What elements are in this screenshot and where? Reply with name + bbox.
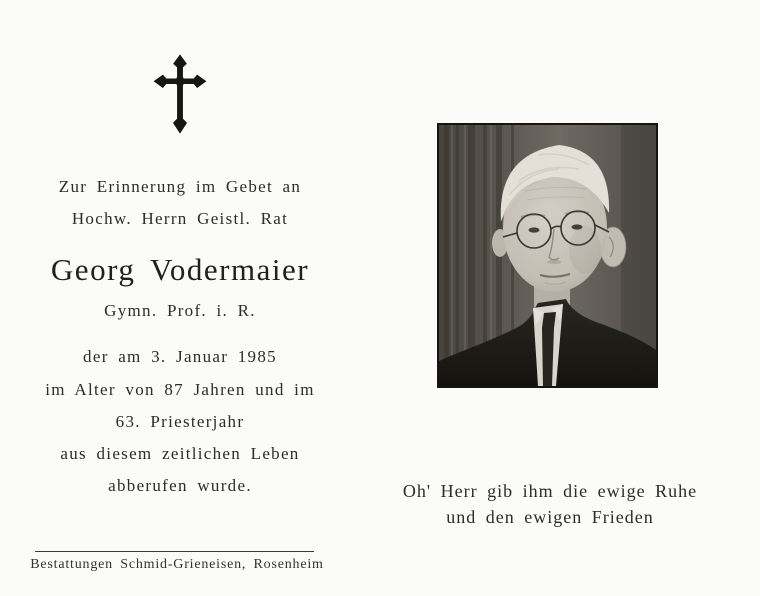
obituary-line: abberufen wurde. (108, 476, 252, 495)
intro-line-1: Zur Erinnerung im Gebet an (58, 177, 302, 196)
obituary-line: der am 3. Januar 1985 (83, 347, 277, 366)
obituary-line: im Alter von 87 Jahren und im (45, 380, 315, 399)
prayer-line-2: und den ewigen Frieden (446, 507, 654, 527)
prayer-line-1: Oh' Herr gib ihm die ewige Ruhe (402, 481, 698, 501)
funeral-home-name: Bestattungen Schmid-Grieneisen, Rosenheim (30, 557, 324, 572)
cross-icon (150, 50, 210, 138)
deceased-name: Georg Vodermaier (50, 252, 310, 287)
deceased-title: Gymn. Prof. i. R. (104, 301, 256, 320)
funeral-home-divider (35, 551, 314, 552)
portrait-illustration (439, 125, 656, 386)
obituary-line: aus diesem zeitlichen Leben (60, 444, 300, 463)
intro-line-2: Hochw. Herrn Geistl. Rat (71, 209, 289, 228)
portrait-photo (437, 123, 658, 388)
obituary-line: 63. Priesterjahr (115, 412, 245, 431)
